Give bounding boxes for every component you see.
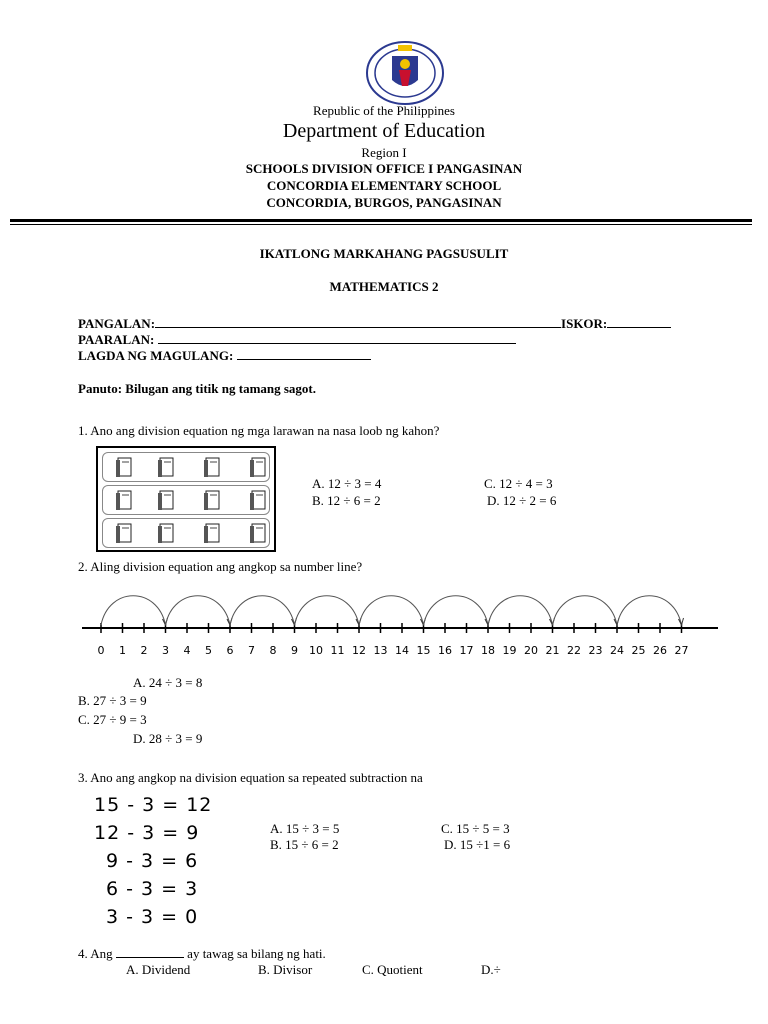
book-picture-box: [96, 446, 276, 552]
q2-option-c[interactable]: C. 27 ÷ 9 = 3: [78, 712, 147, 727]
q4-suffix: ay tawag sa bilang ng hati.: [187, 946, 326, 961]
number-line: [0, 588, 768, 662]
subtraction-step-5: 3 - 3 = 0: [106, 906, 199, 928]
q3-option-a[interactable]: A. 15 ÷ 3 = 5: [270, 821, 340, 836]
number-line-label: 2: [140, 644, 148, 657]
book-icon: [249, 523, 267, 544]
number-line-label: 13: [373, 644, 388, 657]
q1-option-b[interactable]: B. 12 ÷ 6 = 2: [312, 493, 381, 508]
jump-arc: [553, 596, 618, 625]
number-line-label: 14: [395, 644, 409, 657]
question-4-text: [78, 945, 326, 962]
q4-option-d[interactable]: D.÷: [481, 962, 501, 977]
number-line-label: 4: [183, 644, 191, 657]
exam-subject: MATHEMATICS 2: [329, 279, 439, 294]
book-icon: [157, 457, 175, 478]
jump-arc: [359, 596, 424, 625]
deped-seal-logo: [362, 40, 448, 106]
book-icon: [203, 490, 221, 511]
name-field[interactable]: [155, 315, 561, 328]
subtraction-step-3: 9 - 3 = 6: [106, 850, 199, 872]
jump-arc: [295, 596, 360, 625]
department-title: Department of Education: [282, 120, 486, 142]
number-line-label: 17: [459, 644, 474, 657]
book-icon: [249, 490, 267, 511]
number-line-label: 11: [330, 644, 345, 657]
book-icon: [115, 490, 133, 511]
question-2-text: 2. Aling division equation ang angkop sa number line?: [78, 559, 363, 574]
book-row: [102, 452, 270, 482]
jump-arc: [230, 596, 295, 625]
number-line-label: 26: [653, 644, 667, 657]
jump-arc: [101, 596, 166, 625]
q4-option-a[interactable]: A. Dividend: [126, 962, 191, 977]
book-icon: [203, 523, 221, 544]
book-icon: [157, 490, 175, 511]
number-line-label: 10: [309, 644, 323, 657]
number-line-label: 16: [438, 644, 452, 657]
subtraction-step-2: 12 - 3 = 9: [94, 822, 200, 844]
jump-arc: [424, 596, 489, 625]
number-line-label: 25: [631, 644, 646, 657]
q3-option-b[interactable]: B. 15 ÷ 6 = 2: [270, 837, 339, 852]
division-text: SCHOOLS DIVISION OFFICE I PANGASINAN: [245, 161, 523, 176]
book-icon: [203, 457, 221, 478]
name-field-row: [78, 315, 671, 332]
number-line-label: 5: [205, 644, 212, 657]
school-name: CONCORDIA ELEMENTARY SCHOOL: [266, 178, 502, 193]
school-field[interactable]: [158, 331, 516, 344]
number-line-label: 9: [291, 644, 298, 657]
region-text: Region I: [361, 145, 407, 160]
jump-arc: [488, 596, 553, 625]
number-line-label: 19: [502, 644, 517, 657]
q4-option-c[interactable]: C. Quotient: [362, 962, 423, 977]
number-line-label: 15: [416, 644, 431, 657]
name-label: PANGALAN:: [78, 316, 156, 331]
jump-arc: [166, 596, 231, 625]
parent-signature-field[interactable]: [237, 347, 371, 360]
exam-title: IKATLONG MARKAHANG PAGSUSULIT: [259, 246, 509, 261]
q3-option-c[interactable]: C. 15 ÷ 5 = 3: [441, 821, 510, 836]
number-line-label: 23: [588, 644, 603, 657]
number-line-label: 7: [248, 644, 255, 657]
q4-prefix: 4. Ang: [78, 946, 113, 961]
q1-option-a[interactable]: A. 12 ÷ 3 = 4: [312, 476, 382, 491]
question-3-text: 3. Ano ang angkop na division equation sa repeated subtraction na: [78, 770, 423, 785]
q2-option-d[interactable]: D. 28 ÷ 3 = 9: [133, 731, 203, 746]
number-line-label: 3: [162, 644, 169, 657]
school-address: CONCORDIA, BURGOS, PANGASINAN: [266, 195, 502, 210]
score-field[interactable]: [607, 315, 671, 328]
subtraction-step-4: 6 - 3 = 3: [106, 878, 199, 900]
number-line-label: 6: [226, 644, 234, 657]
number-line-label: 8: [269, 644, 277, 657]
score-label: ISKOR:: [561, 316, 608, 331]
number-line-label: 18: [481, 644, 495, 657]
q3-option-d[interactable]: D. 15 ÷1 = 6: [444, 837, 511, 852]
number-line-label: 27: [674, 644, 689, 657]
number-line-label: 21: [545, 644, 560, 657]
jump-arc: [617, 596, 682, 625]
subtraction-step-1: 15 - 3 = 12: [94, 794, 213, 816]
q4-blank[interactable]: [116, 945, 184, 958]
parent-signature-label: LAGDA NG MAGULANG:: [78, 348, 234, 363]
number-line-label: 24: [610, 644, 624, 657]
q2-option-a[interactable]: A. 24 ÷ 3 = 8: [133, 675, 203, 690]
header-divider-thick: [10, 219, 752, 222]
republic-text: Republic of the Philippines: [313, 103, 455, 118]
book-icon: [249, 457, 267, 478]
number-line-label: 12: [352, 644, 366, 657]
number-line-label: 1: [119, 644, 126, 657]
q1-option-c[interactable]: C. 12 ÷ 4 = 3: [484, 476, 553, 491]
book-row: [102, 518, 270, 548]
header-divider-thin: [10, 224, 752, 225]
book-icon: [157, 523, 175, 544]
book-icon: [115, 457, 133, 478]
question-1-text: 1. Ano ang division equation ng mga larawan na nasa loob ng kahon?: [78, 423, 440, 438]
school-label: PAARALAN:: [78, 332, 155, 347]
q4-option-b[interactable]: B. Divisor: [258, 962, 313, 977]
number-line-label: 22: [567, 644, 581, 657]
book-row: [102, 485, 270, 515]
q2-option-b[interactable]: B. 27 ÷ 3 = 9: [78, 693, 147, 708]
school-field-row: [78, 331, 516, 348]
book-icon: [115, 523, 133, 544]
parent-field-row: [78, 347, 371, 364]
q1-option-d[interactable]: D. 12 ÷ 2 = 6: [487, 493, 557, 508]
number-line-label: 20: [524, 644, 538, 657]
number-line-label: 0: [97, 644, 105, 657]
instructions: Panuto: Bilugan ang titik ng tamang sagot.: [78, 381, 317, 396]
